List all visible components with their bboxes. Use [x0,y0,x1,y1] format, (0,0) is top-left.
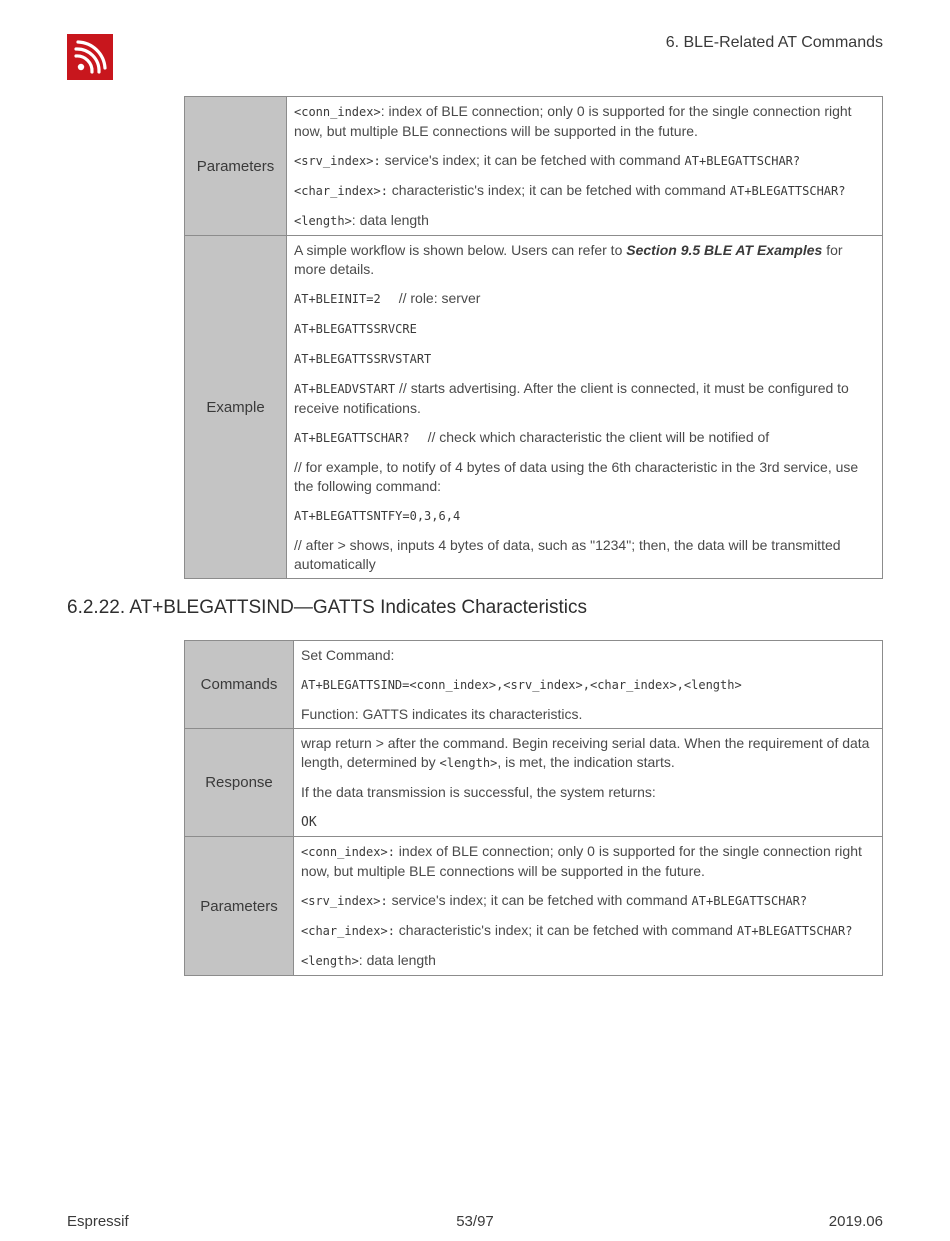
footer-company: Espressif [67,1213,129,1230]
param-code: <length> [301,954,359,968]
param-char-index [301,921,874,941]
example-intro [294,241,874,279]
param-code: <conn_index> [294,105,381,119]
response-code: <length> [439,756,498,770]
example-comment: // starts advertising. After the client is connected, it must be configured to receive notifications. [294,380,849,416]
example-comment: // for example, to notify of 4 bytes of data using the 6th characteristic in the 3rd service, use the following command: [294,459,859,494]
param-srv-index [294,151,874,171]
param-length [301,951,874,971]
row-label-example: Example [185,236,287,579]
param-text: characteristic's index; it can be fetched with command [394,922,737,938]
example-line [294,506,874,526]
example-code: AT+BLEINIT=2 [294,292,381,306]
parameters-content [287,97,883,236]
row-label-commands: Commands [185,641,294,729]
param-code: <srv_index>: [301,894,388,908]
example-code: AT+BLEGATTSNTFY=0,3,6,4 [294,509,461,523]
response-code: OK [301,815,317,830]
footer-date: 2019.06 [828,1213,883,1230]
param-code: <length> [294,214,352,228]
table-row [185,97,883,236]
param-code: <char_index>: [294,184,388,198]
param-length [294,211,874,231]
example-intro-text: A simple workflow is shown below. Users can refer to [294,242,627,258]
param-conn-index [294,102,874,141]
example-comment: // after > shows, inputs 4 bytes of data, such as "1234"; then, the data will be transmitted automatically [294,537,841,572]
command-code: AT+BLEGATTSIND=<conn_index>,<srv_index>,<char_index>,<length> [301,678,742,692]
example-intro-text: for more details. [294,242,843,277]
param-char-index [294,181,874,201]
example-line [294,379,874,418]
set-command-label: Set Command: [301,647,395,663]
example-line [294,319,874,339]
espressif-logo-icon [67,34,113,80]
example-code: AT+BLEADVSTART [294,382,396,396]
param-command: AT+BLEGATTSCHAR? [729,184,846,198]
commands-content [294,641,883,729]
response-content [294,729,883,837]
example-code: AT+BLEGATTSCHAR? [294,431,410,445]
param-text: : data length [351,212,429,228]
row-label-response: Response [185,729,294,837]
command-table-1 [184,96,883,579]
row-label-parameters: Parameters [185,837,294,976]
example-code: AT+BLEGATTSSRVCRE [294,322,417,336]
param-text: : data length [358,952,436,968]
example-line [294,289,874,309]
param-code: <srv_index>: [294,154,381,168]
example-content [287,236,883,579]
response-text: , is met, the indication starts. [497,754,675,770]
param-text: characteristic's index; it can be fetched with command [387,182,730,198]
command-table-2 [184,640,883,976]
param-command: AT+BLEGATTSCHAR? [684,154,801,168]
example-line [294,458,874,496]
example-code: AT+BLEGATTSSRVSTART [294,352,432,366]
table-row [185,837,883,976]
section-reference: Section 9.5 BLE AT Examples [626,242,823,258]
table-row [185,236,883,579]
example-comment: // role: server [398,290,481,306]
set-command-syntax [301,675,874,695]
parameters-content [294,837,883,976]
example-line [294,536,874,574]
param-command: AT+BLEGATTSCHAR? [736,924,853,938]
param-command: AT+BLEGATTSCHAR? [691,894,808,908]
param-text: : index of BLE connection; only 0 is supported for the single connection right now, but multiple BLE connections will be supported in the future. [294,103,852,139]
footer-page-number: 53/97 [456,1213,494,1230]
param-text: index of BLE connection; only 0 is supported for the single connection right now, but multiple BLE connections will be supported in the future. [301,843,862,879]
response-paragraph: If the data transmission is successful, the system returns: [301,784,656,800]
param-conn-index [301,842,874,881]
param-code: <conn_index>: [301,845,395,859]
param-srv-index [301,891,874,911]
chapter-title: 6. BLE-Related AT Commands [665,34,883,51]
table-row [185,729,883,837]
response-paragraph [301,734,874,773]
example-comment: // check which characteristic the client will be notified of [427,429,770,445]
example-line [294,428,874,448]
table-row [185,641,883,729]
row-label-parameters: Parameters [185,97,287,236]
response-ok [301,812,874,832]
param-text: service's index; it can be fetched with command [380,152,685,168]
command-function: Function: GATTS indicates its characteristics. [301,706,583,722]
param-text: service's index; it can be fetched with command [387,892,692,908]
section-heading: 6.2.22. AT+BLEGATTSIND—GATTS Indicates Characteristics [67,597,588,618]
param-code: <char_index>: [301,924,395,938]
response-text: wrap return > after the command. Begin receiving serial data. When the requirement of data length, determined by [301,735,870,770]
example-line [294,349,874,369]
